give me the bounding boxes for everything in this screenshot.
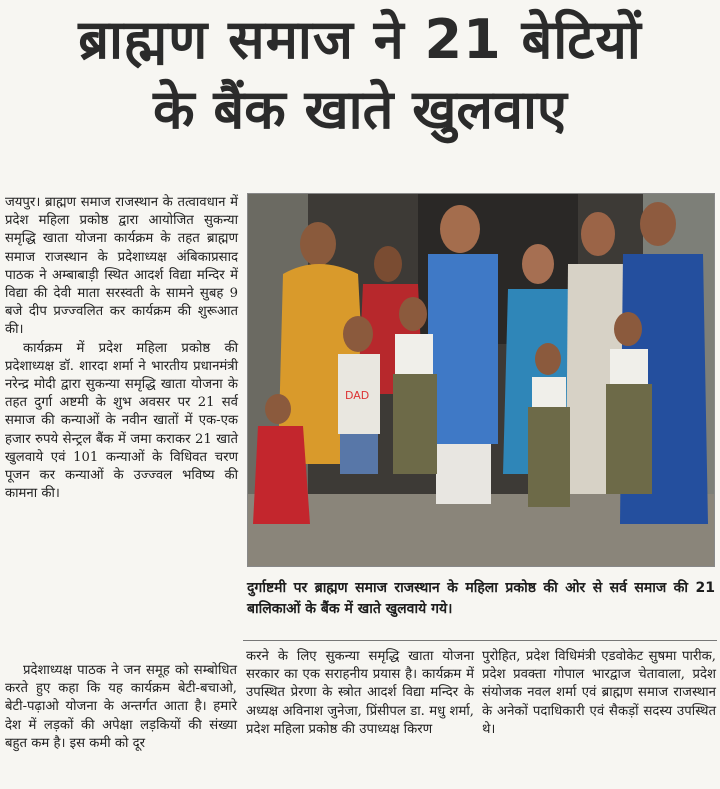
paragraph-scheme: करने के लिए सुकन्या समृद्धि खाता योजना सरकार का एक सराहनीय प्रयास है। कार्यक्रम में उपस्थित प्रेरणा के स्त्रोत आदर्श विद्या मन्दिर के अध्यक्ष अविनाश जुनेजा, प्रिंसीपल डा. मधु शर्मा, प्रदेश महिला प्रकोष्ठ की उपाध्यक्ष किरण xyxy=(246,649,474,737)
photo-caption: दुर्गाष्टमी पर ब्राह्मण समाज राजस्थान के महिला प्रकोष्ठ की ओर से सर्व समाज की 21 बालिकाओं के बैंक में खाते खुलवाये गये। xyxy=(247,580,715,617)
headline-line-1: ब्राह्मण समाज ने 21 बेटियों xyxy=(78,8,642,71)
headline-line-2: के बैंक खाते खुलवाए xyxy=(153,77,567,141)
paragraph-intro: जयपुर। ब्राह्मण समाज राजस्थान के तत्वावधान में प्रदेश महिला प्रकोष्ठ द्वारा आयोजित सुकन्या समृद्धि खाता योजना कार्यक्रम के तहत ब्राह्मण समाज राजस्थान के प्रदेशाध्यक्ष अंबिकाप्रसाद पाठक ने अम्बाबाड़ी स्थित आदर्श विद्या मन्दिर में विद्या की देवी माता सरस्वती के सामने सुबह 9 बजे दीप प्रज्ज्वलित कर कार्यक्रम की शुरूआत की। xyxy=(5,195,238,338)
article-bottom-right-column xyxy=(482,648,716,739)
article-left-column xyxy=(5,194,238,503)
article-bottom-middle-column xyxy=(246,648,474,739)
paragraph-attendees: पुरोहित, प्रदेश विधिमंत्री एडवोकेट सुषमा पारीक, प्रदेश प्रवक्ता गोपाल भारद्वाज चेतावाला, प्रदेश संयोजक नवल शर्मा एवं ब्राह्मण समाज राजस्थान के अनेकों पदाधिकारी एवं सैकड़ों सदस्य उपस्थित थे। xyxy=(482,649,716,737)
tshirt-text: DAD xyxy=(345,389,370,402)
group-photo xyxy=(247,193,715,567)
group-photo-illustration xyxy=(248,194,714,566)
caption-divider xyxy=(243,640,717,641)
article-bottom-left-column xyxy=(5,662,237,753)
headline xyxy=(0,8,720,141)
paragraph-program: कार्यक्रम में प्रदेश महिला प्रकोष्ठ की प्रदेशाध्यक्ष डॉ. शारदा शर्मा ने भारतीय प्रधानमंत्री नरेन्द्र मोदी द्वारा सुकन्या समृद्धि खाता योजना के तहत दुर्गा अष्टमी के शुभ अवसर पर 21 सर्व समाज की कन्याओं के नवीन खातों में एक-एक हजार रुपये सेन्ट्रल बैंक में जमा कराकर 21 खाते खुलवाये एवं 101 कन्याओं के विधिवत चरण पूजन कर कन्याओं के उज्ज्वल भविष्य की कामना की। xyxy=(5,340,238,502)
paragraph-address: प्रदेशाध्यक्ष पाठक ने जन समूह को सम्बोधित करते हुए कहा कि यह कार्यक्रम बेटी-बचाओ, बेटी-पढ़ाओ योजना के अन्तर्गत आता है। हमारे देश में लड़कों की अपेक्षा लड़कियों की संख्या बहुत कम है। इस कमी को दूर xyxy=(5,663,237,751)
